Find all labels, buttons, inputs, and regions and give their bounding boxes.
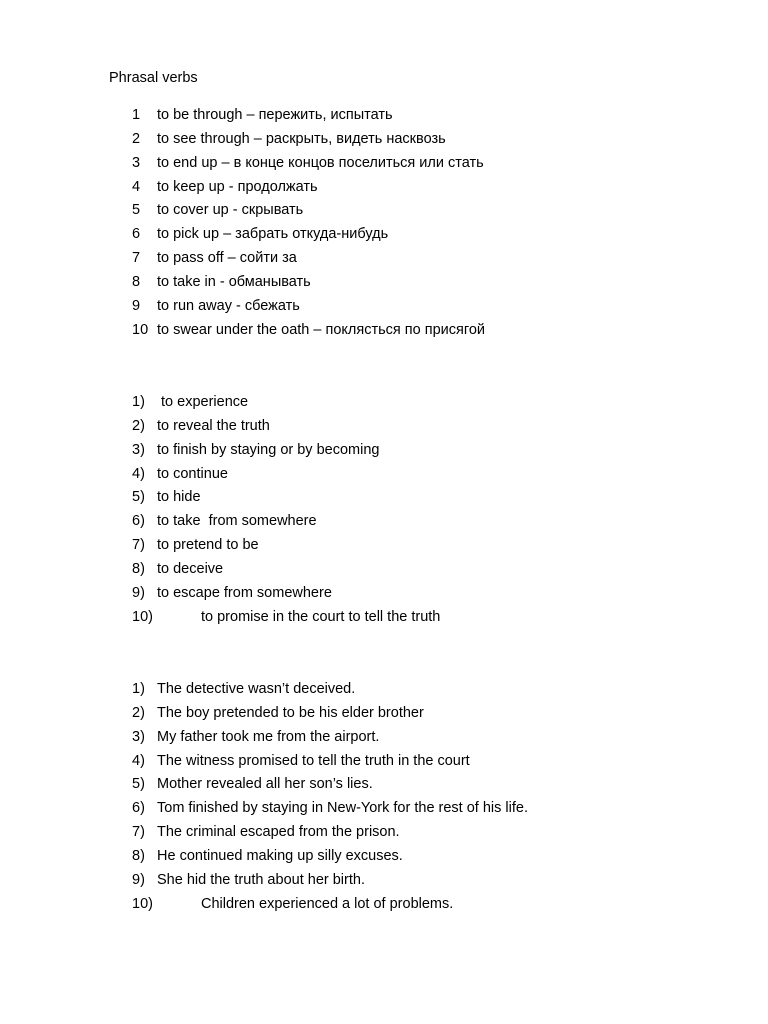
list-item xyxy=(132,486,440,510)
example-sentences-list xyxy=(132,678,528,916)
item-number: 7) xyxy=(132,537,145,554)
list-item xyxy=(132,510,440,534)
item-text: to take in - обманывать xyxy=(157,273,311,290)
item-text: Mother revealed all her son’s lies. xyxy=(157,776,373,793)
list-item xyxy=(132,702,528,726)
list-item xyxy=(132,319,485,343)
item-text: Tom finished by staying in New-York for the rest of his life. xyxy=(157,800,528,817)
list-item xyxy=(132,439,440,463)
item-text: to finish by staying or by becoming xyxy=(157,441,380,458)
item-text: to escape from somewhere xyxy=(157,584,332,601)
list-item xyxy=(132,415,440,439)
item-number: 10) xyxy=(132,895,153,912)
list-item xyxy=(132,726,528,750)
item-text: Children experienced a lot of problems. xyxy=(201,895,454,912)
list-item xyxy=(132,176,485,200)
item-number: 8) xyxy=(132,560,145,577)
item-number: 9) xyxy=(132,584,145,601)
item-number: 8) xyxy=(132,847,145,864)
item-number: 8 xyxy=(132,273,141,290)
item-number: 5) xyxy=(132,489,145,506)
phrasal-verbs-translation-list xyxy=(132,104,485,342)
list-item xyxy=(132,582,440,606)
item-number: 6) xyxy=(132,513,145,530)
list-item xyxy=(132,821,528,845)
list-item xyxy=(132,797,528,821)
list-item xyxy=(132,152,485,176)
item-text: She hid the truth about her birth. xyxy=(157,871,365,888)
list-item xyxy=(132,247,485,271)
item-text: to reveal the truth xyxy=(157,417,270,434)
list-item xyxy=(132,893,528,917)
item-text: to promise in the court to tell the truth xyxy=(201,608,441,625)
list-item xyxy=(132,845,528,869)
item-text: to deceive xyxy=(157,560,224,577)
item-text: to hide xyxy=(157,489,201,506)
item-text: My father took me from the airport. xyxy=(157,728,380,745)
list-item xyxy=(132,534,440,558)
list-item xyxy=(132,223,485,247)
item-number: 9 xyxy=(132,297,141,314)
item-text: to pretend to be xyxy=(157,537,259,554)
item-text: to see through – раскрыть, видеть насквозь xyxy=(157,130,446,147)
item-text: to swear under the oath – поклясться по присягой xyxy=(157,321,485,338)
item-number: 1) xyxy=(132,394,145,410)
item-number: 5) xyxy=(132,776,145,793)
item-text: The witness promised to tell the truth in the court xyxy=(157,752,470,769)
list-item xyxy=(132,869,528,893)
item-text: to be through – пережить, испытать xyxy=(157,107,393,123)
list-item xyxy=(132,199,485,223)
item-number: 6 xyxy=(132,226,141,243)
item-number: 2) xyxy=(132,417,145,434)
list-item xyxy=(132,606,440,630)
item-number: 10 xyxy=(132,321,149,338)
list-item xyxy=(132,558,440,582)
item-number: 1 xyxy=(132,107,141,123)
item-number: 6) xyxy=(132,800,145,817)
list-item xyxy=(132,678,528,702)
list-item xyxy=(132,128,485,152)
list-item xyxy=(132,750,528,774)
item-number: 2 xyxy=(132,130,141,147)
item-text: to cover up - скрывать xyxy=(157,202,304,219)
item-text: He continued making up silly excuses. xyxy=(157,847,403,864)
item-number: 3) xyxy=(132,728,145,745)
list-item xyxy=(132,271,485,295)
item-text: to run away - сбежать xyxy=(157,297,300,314)
item-number: 4 xyxy=(132,178,141,195)
item-text: to experience xyxy=(157,394,249,410)
item-text: The boy pretended to be his elder brother xyxy=(157,704,424,721)
item-text: to take from somewhere xyxy=(157,513,317,530)
page-title: Phrasal verbs xyxy=(109,70,198,86)
item-number: 3 xyxy=(132,154,141,171)
item-number: 7 xyxy=(132,250,141,267)
item-text: to keep up - продолжать xyxy=(157,178,318,195)
list-item xyxy=(132,295,485,319)
item-number: 9) xyxy=(132,871,145,888)
item-number: 10) xyxy=(132,608,153,625)
item-number: 7) xyxy=(132,824,145,841)
list-item xyxy=(132,463,440,487)
item-text: to pass off – сойти за xyxy=(157,250,297,267)
item-number: 5 xyxy=(132,202,141,219)
item-text: to end up – в конце концов поселиться или стать xyxy=(157,154,484,171)
item-number: 4) xyxy=(132,752,145,769)
item-number: 4) xyxy=(132,465,145,482)
item-text: The criminal escaped from the prison. xyxy=(157,824,400,841)
definitions-list xyxy=(132,391,440,629)
item-number: 1) xyxy=(132,681,145,697)
list-item xyxy=(132,773,528,797)
list-item xyxy=(132,104,485,128)
item-number: 3) xyxy=(132,441,145,458)
item-text: to pick up – забрать откуда-нибудь xyxy=(157,226,389,243)
list-item xyxy=(132,391,440,415)
item-text: The detective wasn’t deceived. xyxy=(157,681,356,697)
item-text: to continue xyxy=(157,465,228,482)
item-number: 2) xyxy=(132,704,145,721)
